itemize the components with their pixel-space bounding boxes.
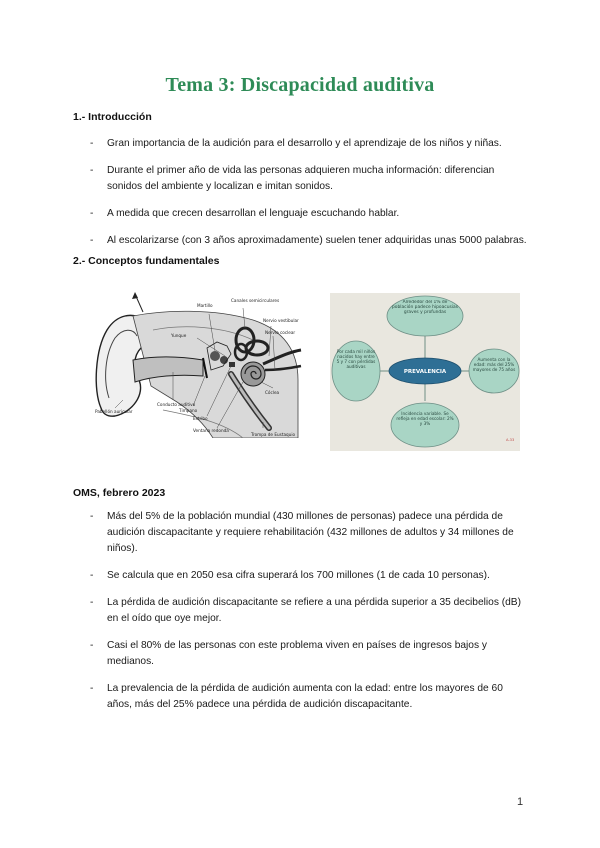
label-nervio-vestibular: Nervio vestibular <box>263 318 299 323</box>
label-yunque: Yunque <box>171 333 187 338</box>
prevalence-right-text: Aumenta con la edad: más del 25% mayores de 75 años <box>472 357 516 372</box>
list-item: - La prevalencia de la pérdida de audición aumenta con la edad: entre los mayores de 60 años, más del 25% padece una pérdida de audición discapacitante. <box>90 681 530 713</box>
label-trompa: Trompa de Eustaquio <box>251 432 296 437</box>
oms-list <box>90 509 530 713</box>
list-item: - Se calcula que en 2050 esa cifra superará los 700 millones (1 de cada 10 personas). <box>90 568 530 584</box>
label-conducto: Conducto auditivo <box>157 402 196 407</box>
introduccion-list <box>90 136 530 249</box>
label-timpano: Tímpano <box>179 408 198 413</box>
list-item: - Durante el primer año de vida las personas adquieren mucha información: diferencian sonidos del ambiente y localizan e imitan sonidos. <box>90 163 530 195</box>
label-estribo: Estribo <box>193 416 208 421</box>
page-title: Tema 3: Discapacidad auditiva <box>165 74 435 96</box>
label-coclea: Cóclea <box>265 390 280 395</box>
list-item: - Más del 5% de la población mundial (430 millones de personas) padece una pérdida de audición discapacitante y requiere rehabilitación (432 millones de adultos y 34 millones de niños). <box>90 509 530 557</box>
label-ventana-redonda: Ventana redonda <box>193 428 229 433</box>
label-canales: Canales semicirculares <box>231 298 280 303</box>
ear-anatomy-figure <box>93 290 303 438</box>
prevalence-top-text: Alrededor del 1% de población padece hipoacusias graves y profundas <box>392 300 458 316</box>
section-heading-introduccion: 1.- Introducción <box>73 111 152 123</box>
label-martillo: Martillo <box>197 303 213 308</box>
list-item: - Casi el 80% de las personas con este problema viven en países de ingresos bajos y medianos. <box>90 638 530 670</box>
prevalence-diagram-figure <box>330 293 520 451</box>
list-item: - La pérdida de audición discapacitante se refiere a una pérdida superior a 35 decibelios (dB) en el oído que oye mejor. <box>90 595 530 627</box>
label-pabellon: Pabellón auricular <box>95 409 133 414</box>
section-heading-oms: OMS, febrero 2023 <box>73 487 166 499</box>
list-item: - Al escolarizarse (con 3 años aproximadamente) suelen tener adquiridas unas 5000 palabras. <box>90 233 530 249</box>
section-heading-conceptos: 2.- Conceptos fundamentales <box>73 255 220 267</box>
list-item: - A medida que crecen desarrollan el lenguaje escuchando hablar. <box>90 206 530 222</box>
prevalence-corner-mark: A-33 <box>506 438 515 442</box>
prevalence-bottom-text: Incidencia variable. Se refleja en edad escolar: 2% y 3% <box>396 411 454 426</box>
page-number: 1 <box>517 796 524 808</box>
list-item: - Gran importancia de la audición para el desarrollo y el aprendizaje de los niños y niñas. <box>90 136 530 152</box>
label-nervio-coclear: Nervio coclear <box>265 330 296 335</box>
prevalence-center-label: PREVALENCIA <box>403 369 447 375</box>
prevalence-left-text: Por cada mil niños nacidos hay entre 5 y 7 con pérdidas auditivas <box>336 349 376 369</box>
